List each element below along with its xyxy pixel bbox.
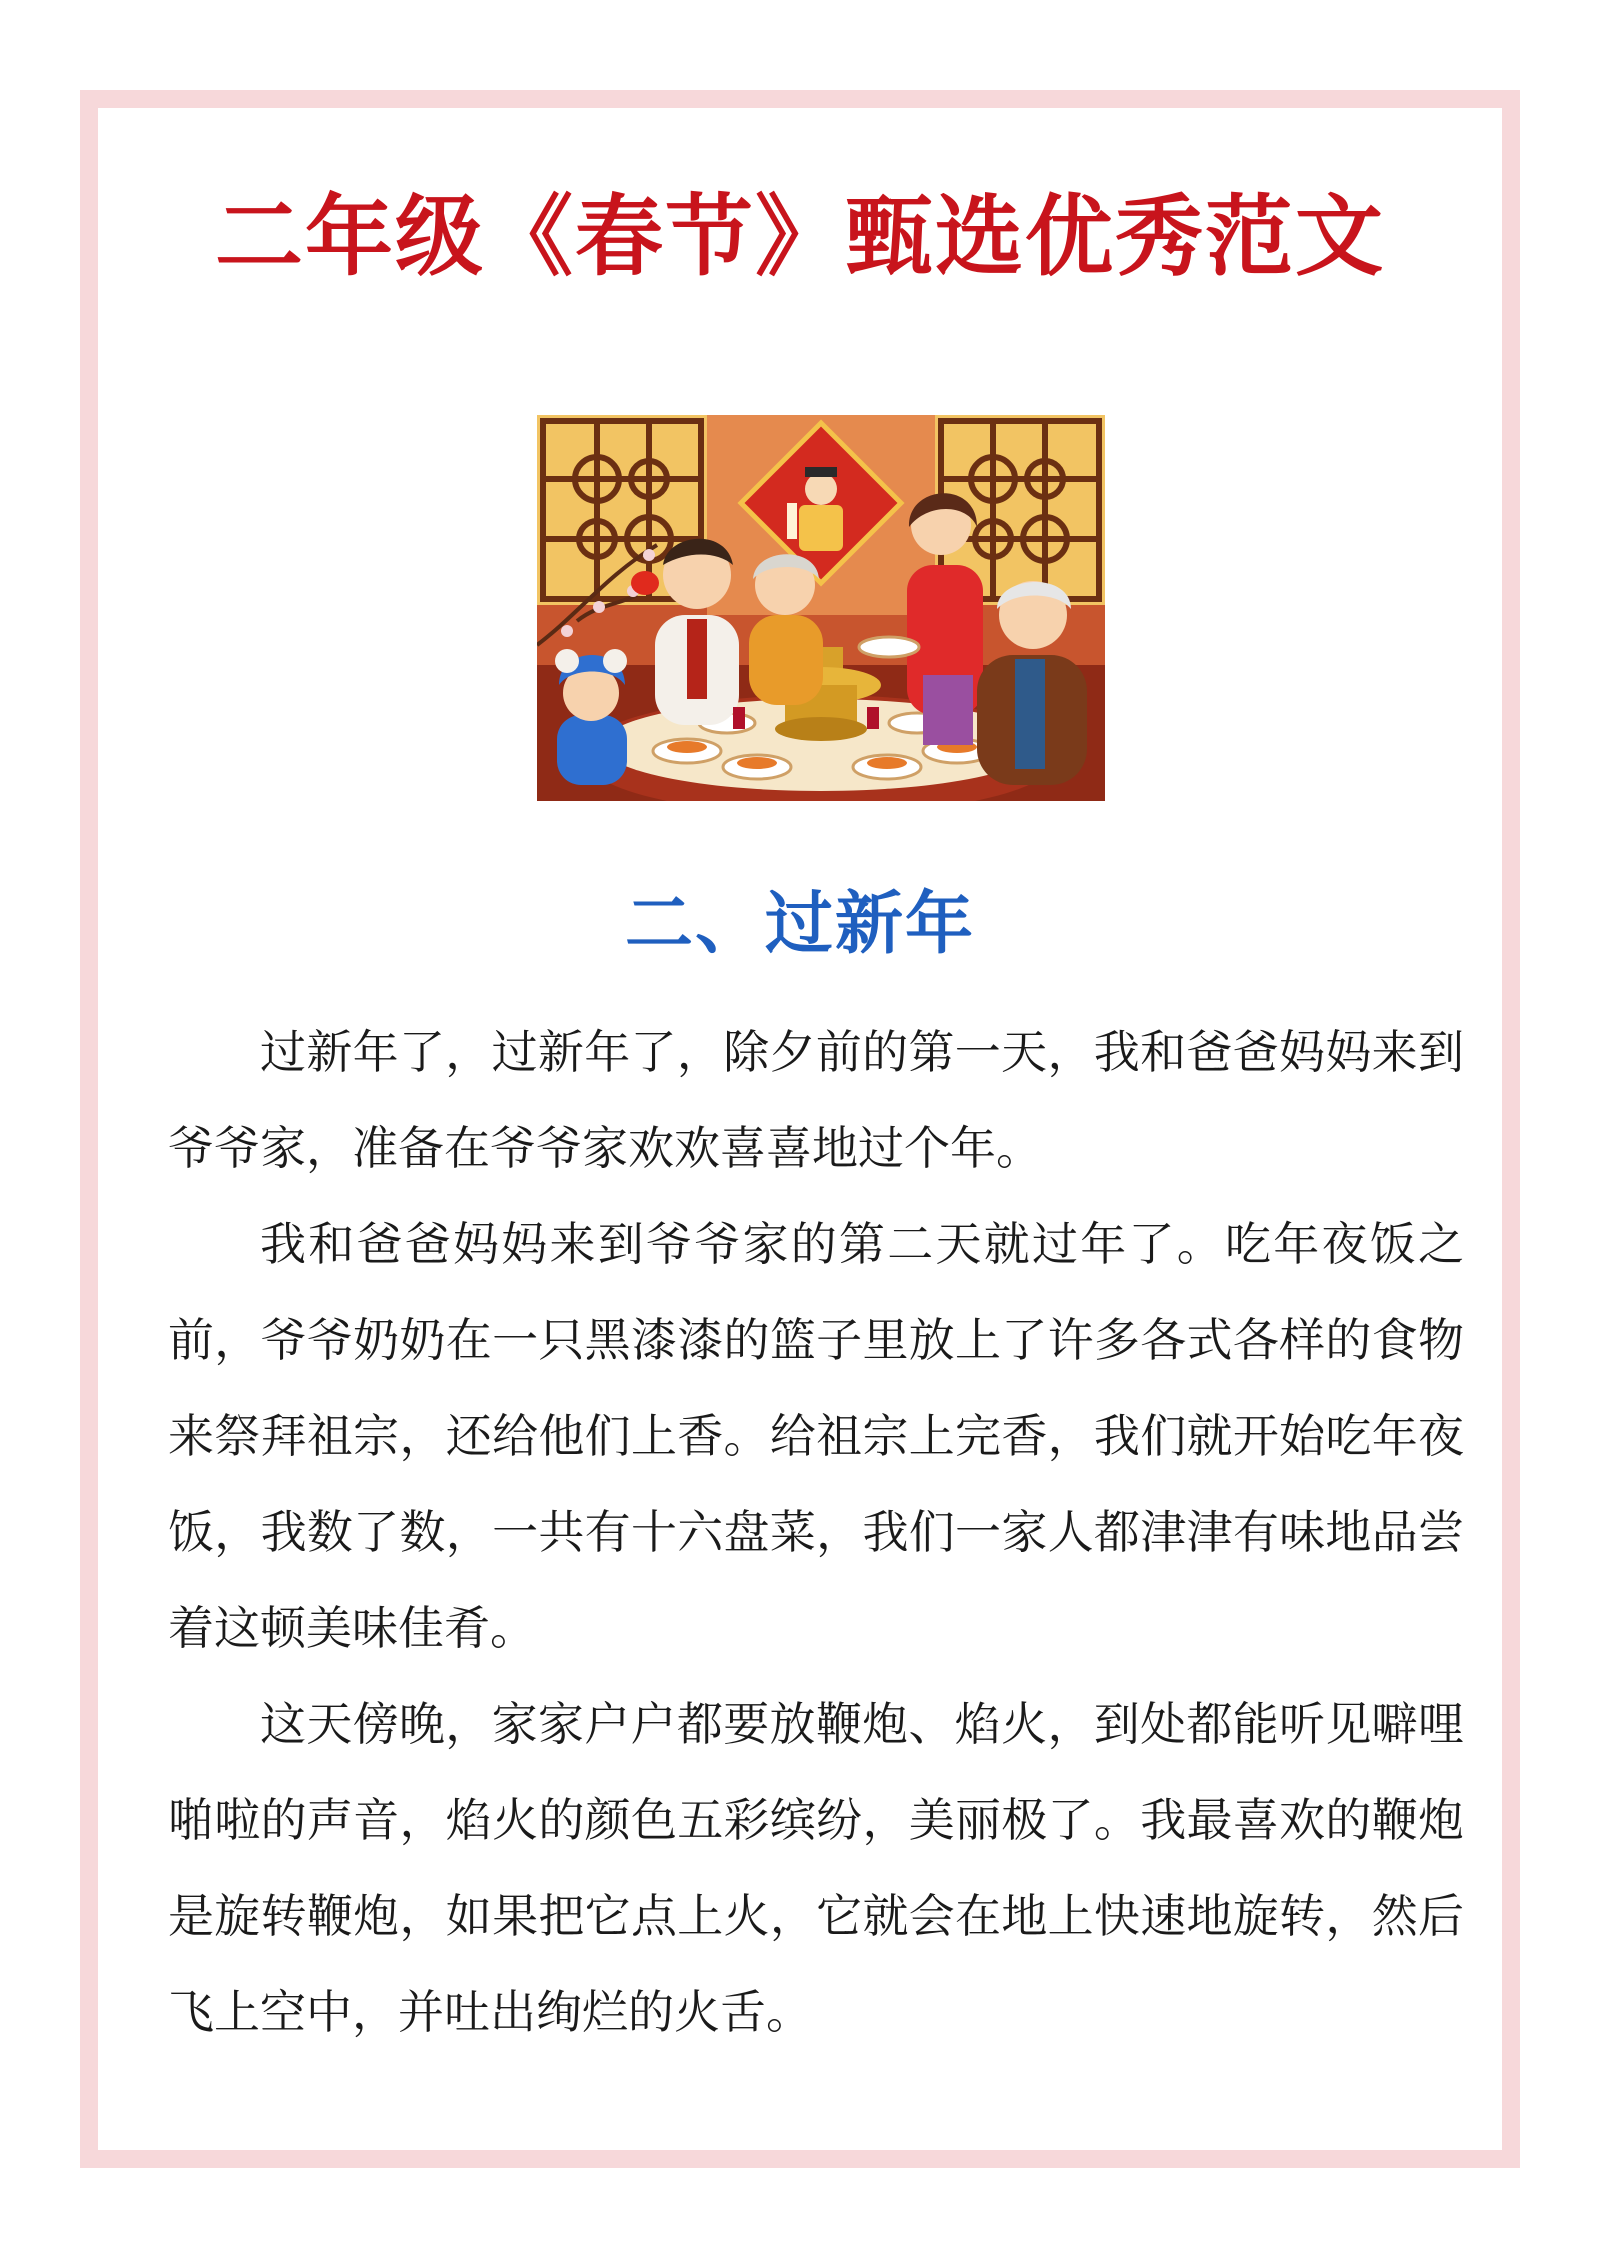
section-title: 二、过新年: [624, 885, 975, 964]
new-year-family-dinner-illustration: [537, 415, 1105, 801]
essay-paragraph: 我和爸爸妈妈来到爷爷家的第二天就过年了。吃年夜饭之前，爷爷奶奶在一只黑漆漆的篮子里放上了许多各式各样的食物来祭拜祖宗，还给他们上香。给祖宗上完香，我们就开始吃年夜饭，我数了数，一共有十六盘菜，我们一家人都津津有味地品尝着这顿美味佳肴。: [168, 1217, 1464, 1655]
essay-paragraph: 这天傍晚，家家户户都要放鞭炮、焰火，到处都能听见噼哩啪啦的声音，焰火的颜色五彩缤纷，美丽极了。我最喜欢的鞭炮是旋转鞭炮，如果把它点上火，它就会在地上快速地旋转，然后飞上空中，并吐出绚烂的火舌。: [168, 1697, 1464, 2039]
essay-paragraph: 过新年了，过新年了，除夕前的第一天，我和爸爸妈妈来到爷爷家，准备在爷爷家欢欢喜喜地过个年。: [168, 1025, 1464, 1175]
grandma-figure: [749, 554, 823, 705]
page-title: 二年级《春节》甄选优秀范文: [214, 185, 1385, 288]
essay-body: [168, 1004, 1464, 2060]
father-figure: [655, 539, 739, 725]
